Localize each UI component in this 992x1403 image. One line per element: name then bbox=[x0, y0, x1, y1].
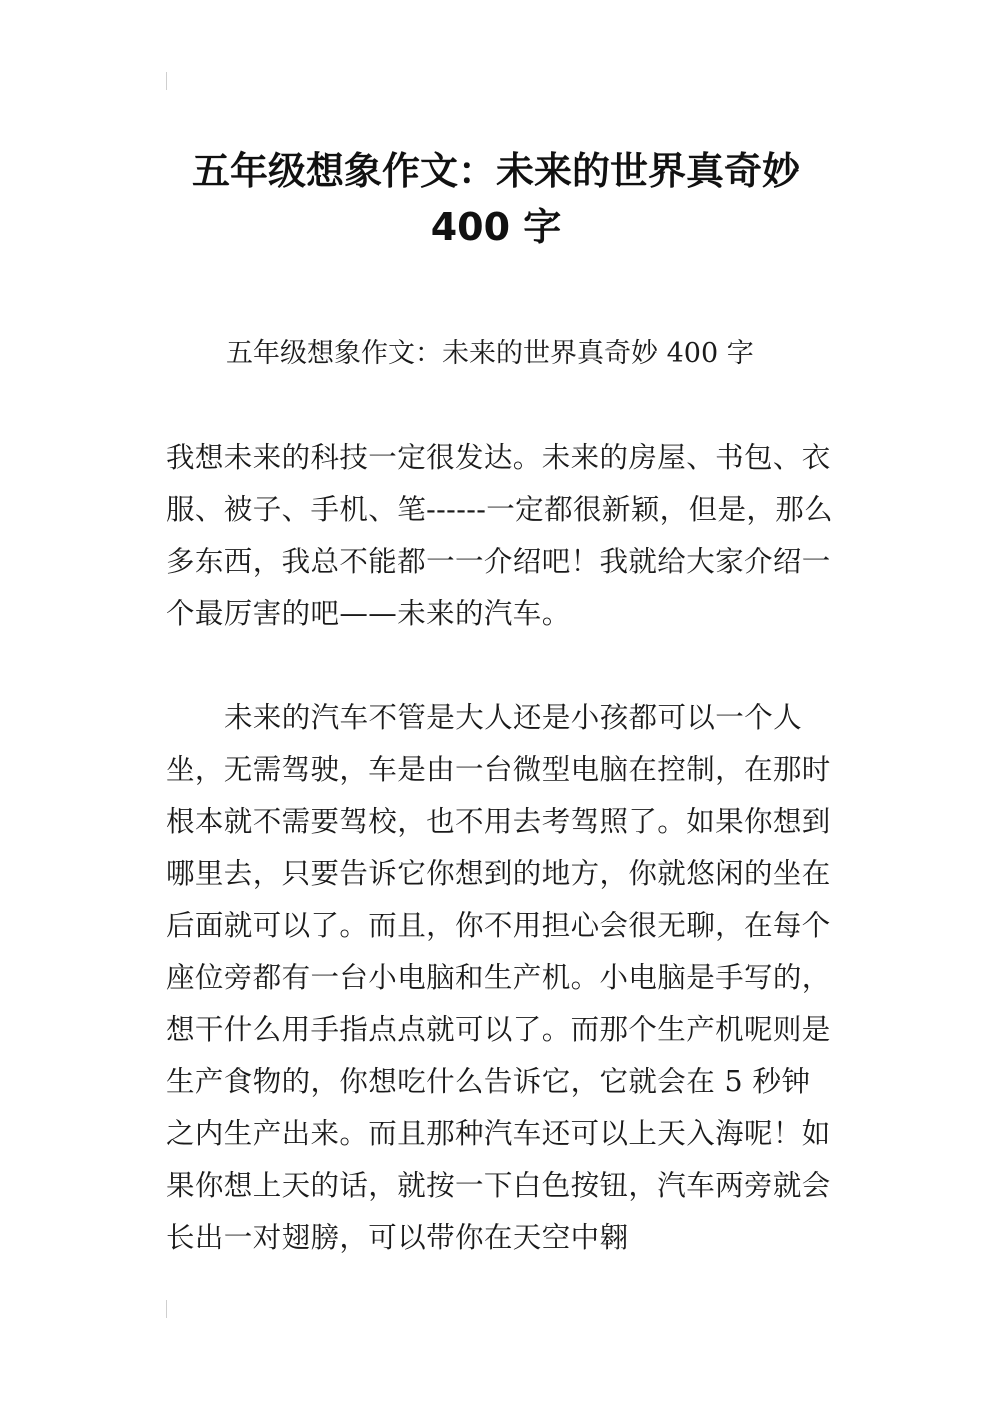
page-corner-mark-top bbox=[166, 72, 167, 90]
paragraph-2: 未来的汽车不管是大人还是小孩都可以一个人坐，无需驾驶，车是由一台微型电脑在控制，在那时根本就不需要驾校，也不用去考驾照了。如果你想到哪里去，只要告诉它你想到的地方，你就悠闲的坐在后面就可以了。而且，你不用担心会很无聊，在每个座位旁都有一台小电脑和生产机。小电脑是手写的，想干什么用手指点点就可以了。而那个生产机呢则是生产食物的，你想吃什么告诉它，它就会在 5 秒钟之内生产出来。而且那种汽车还可以上天入海呢！如果你想上天的话，就按一下白色按钮，汽车两旁就会长出一对翅膀，可以带你在天空中翱 bbox=[166, 701, 831, 1254]
document-body bbox=[166, 432, 834, 1264]
page-corner-mark-bottom bbox=[166, 1300, 167, 1318]
title-line-1: 五年级想象作文：未来的世界真奇妙 bbox=[191, 149, 800, 194]
paragraph-1: 我想未来的科技一定很发达。未来的房屋、书包、衣服、被子、手机、笔------一定都很新颖，但是，那么多东西，我总不能都一一介绍吧！我就给大家介绍一个最厉害的吧——未来的汽车。 bbox=[166, 441, 834, 630]
document-title bbox=[120, 143, 872, 255]
title-line-2: 400 字 bbox=[430, 205, 562, 250]
document-subtitle: 五年级想象作文：未来的世界真奇妙 400 字 bbox=[226, 338, 754, 369]
